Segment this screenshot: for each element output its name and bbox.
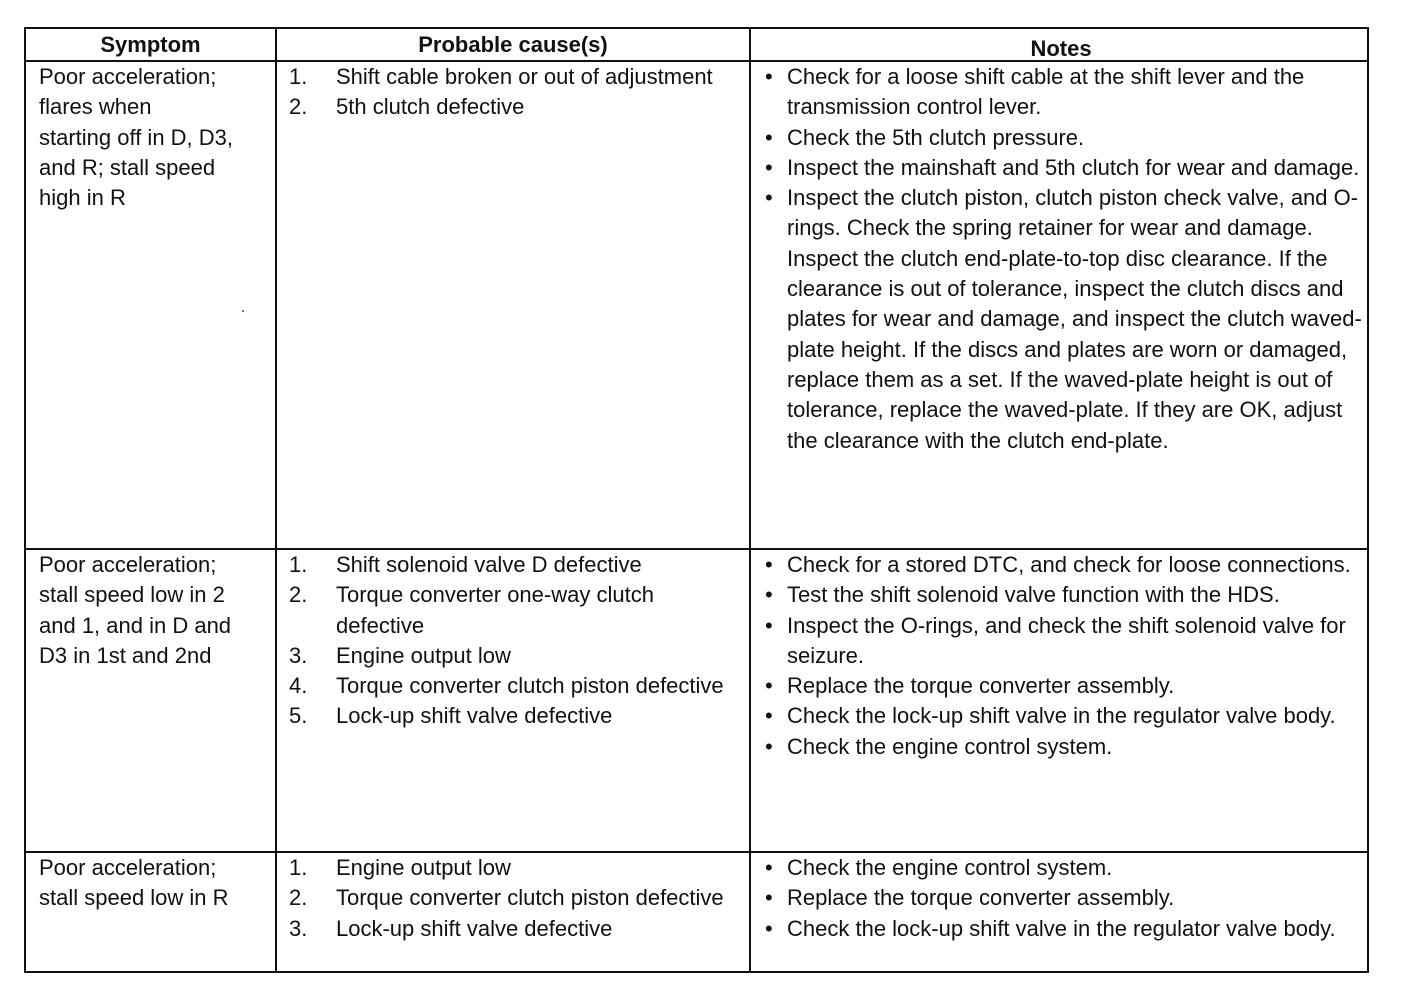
note-item	[763, 611, 1363, 672]
note-item	[763, 153, 1363, 183]
bullet-icon: •	[765, 124, 773, 150]
bullet-icon: •	[765, 612, 773, 638]
cause-text: Lock-up shift valve defective	[336, 915, 613, 941]
cause-cell	[289, 550, 747, 851]
cause-item	[289, 914, 747, 944]
note-item	[763, 853, 1363, 883]
cause-text: Torque converter clutch piston defective	[336, 885, 724, 911]
note-item	[763, 883, 1363, 913]
cause-item	[289, 641, 747, 671]
table-header	[26, 29, 1367, 62]
symptom-cell	[39, 550, 271, 851]
note-item	[763, 580, 1363, 610]
cause-item	[289, 580, 747, 641]
bullet-icon: •	[765, 582, 773, 608]
cause-number: 5.	[289, 703, 308, 729]
cause-text: Engine output low	[336, 855, 511, 880]
note-item	[763, 62, 1363, 123]
header-symptom: Symptom	[100, 32, 201, 57]
cause-text: 5th clutch defective	[336, 94, 525, 120]
cause-item	[289, 701, 747, 731]
note-text: Check the lock-up shift valve in the regulator valve body.	[787, 915, 1336, 941]
bullet-icon: •	[765, 185, 773, 211]
bullet-icon: •	[765, 915, 773, 941]
notes-cell	[763, 853, 1363, 971]
note-text: Check for a stored DTC, and check for loose connections.	[787, 552, 1351, 577]
cause-item	[289, 853, 747, 883]
note-text: Replace the torque converter assembly.	[787, 673, 1175, 699]
note-text: Check the engine control system.	[787, 855, 1113, 880]
cause-item	[289, 671, 747, 701]
note-item	[763, 550, 1363, 580]
note-item	[763, 701, 1363, 731]
note-text: Replace the torque converter assembly.	[787, 885, 1175, 911]
table-row	[26, 550, 1367, 853]
note-item	[763, 671, 1363, 701]
note-text: Inspect the O-rings, and check the shift solenoid valve for seizure.	[787, 612, 1346, 668]
cause-item	[289, 883, 747, 913]
note-item	[763, 183, 1363, 456]
header-probable-causes: Probable cause(s)	[418, 32, 608, 57]
cause-text: Engine output low	[336, 642, 511, 668]
cause-text: Torque converter clutch piston defective	[336, 673, 724, 699]
bullet-icon: •	[765, 733, 773, 759]
notes-cell	[763, 550, 1363, 851]
symptom-text: Poor acceleration; stall speed low in 2 and 1, and in D and D3 in 1st and 2nd	[39, 552, 232, 668]
note-text: Check for a loose shift cable at the shift lever and the transmission control lever.	[787, 64, 1305, 120]
cause-cell	[289, 853, 747, 971]
cause-cell	[289, 62, 747, 548]
notes-cell	[763, 62, 1363, 548]
cause-number: 1.	[289, 855, 308, 880]
cause-number: 1.	[289, 64, 308, 89]
cause-item	[289, 550, 747, 580]
header-notes: Notes	[1030, 36, 1092, 61]
note-text: Inspect the clutch piston, clutch piston check valve, and O-rings. Check the spring retainer for wear and damage. Inspect the clutch end-plate-to-top disc clearance. If the clearance is out of tolerance, inspect the clutch discs and plates for wear and damage, and inspect the clutch waved-plate height. If the discs and plates are worn or damaged, replace them as a set. If the waved-plate height is out of tolerance, replace the waved-plate. If they are OK, adjust the clearance with the clutch end-plate.	[787, 185, 1362, 453]
note-text: Test the shift solenoid valve function with the HDS.	[787, 582, 1280, 608]
bullet-icon: •	[765, 855, 773, 880]
symptom-text: Poor acceleration; stall speed low in R	[39, 855, 229, 911]
cause-text: Lock-up shift valve defective	[336, 703, 613, 729]
cause-number: 3.	[289, 915, 308, 941]
troubleshooting-table	[24, 27, 1369, 973]
note-text: Check the engine control system.	[787, 733, 1113, 759]
note-text: Check the 5th clutch pressure.	[787, 124, 1085, 150]
bullet-icon: •	[765, 154, 773, 180]
cause-number: 2.	[289, 94, 308, 120]
symptom-text: Poor acceleration; flares when starting off in D, D3, and R; stall speed high in R	[39, 64, 234, 211]
symptom-cell	[39, 853, 271, 971]
note-text: Check the lock-up shift valve in the regulator valve body.	[787, 703, 1336, 729]
bullet-icon: •	[765, 64, 773, 89]
bullet-icon: •	[765, 885, 773, 911]
bullet-icon: •	[765, 703, 773, 729]
bullet-icon: •	[765, 673, 773, 699]
note-item	[763, 914, 1363, 944]
table-row	[26, 62, 1367, 550]
cause-item	[289, 62, 747, 92]
cause-number: 2.	[289, 885, 308, 911]
table-row	[26, 853, 1367, 971]
symptom-cell	[39, 62, 271, 548]
bullet-icon: •	[765, 552, 773, 577]
cause-number: 1.	[289, 552, 308, 577]
cause-number: 2.	[289, 582, 308, 608]
cause-text: Shift solenoid valve D defective	[336, 552, 642, 577]
note-text: Inspect the mainshaft and 5th clutch for wear and damage.	[787, 154, 1360, 180]
cause-item	[289, 92, 747, 122]
cause-text: Torque converter one-way clutch defective	[336, 582, 654, 638]
note-item	[763, 123, 1363, 153]
note-item	[763, 732, 1363, 762]
cause-text: Shift cable broken or out of adjustment	[336, 64, 713, 89]
cause-number: 3.	[289, 642, 308, 668]
cause-number: 4.	[289, 673, 308, 699]
scan-speck	[242, 310, 244, 312]
